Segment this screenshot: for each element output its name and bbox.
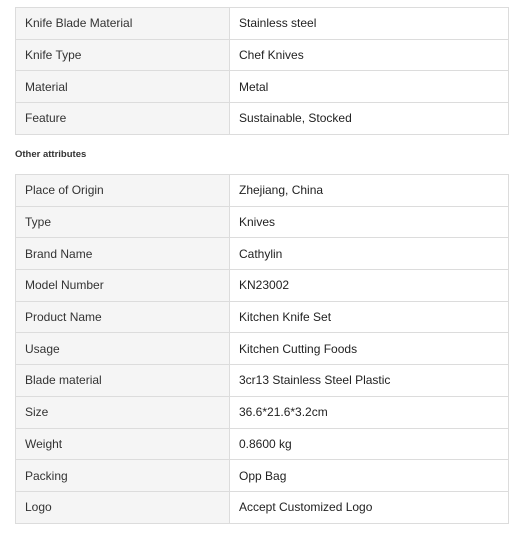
attribute-name: Packing <box>16 460 230 492</box>
table-row <box>16 460 509 492</box>
attribute-value: 36.6*21.6*3.2cm <box>230 396 509 428</box>
attribute-name: Material <box>16 71 230 103</box>
attribute-value: 3cr13 Stainless Steel Plastic <box>230 365 509 397</box>
attribute-value: Knives <box>230 206 509 238</box>
table-row <box>16 396 509 428</box>
attribute-name: Size <box>16 396 230 428</box>
attribute-name: Type <box>16 206 230 238</box>
attribute-name: Model Number <box>16 270 230 302</box>
table-row <box>16 8 509 40</box>
attribute-value: Metal <box>230 71 509 103</box>
attribute-name: Feature <box>16 103 230 135</box>
key-attributes-table <box>15 7 509 135</box>
attribute-name: Place of Origin <box>16 175 230 207</box>
table-row <box>16 175 509 207</box>
table-row <box>16 238 509 270</box>
attribute-name: Product Name <box>16 301 230 333</box>
attribute-value: Kitchen Cutting Foods <box>230 333 509 365</box>
attribute-value: Chef Knives <box>230 39 509 71</box>
table-row <box>16 39 509 71</box>
attribute-name: Usage <box>16 333 230 365</box>
attribute-value: 0.8600 kg <box>230 428 509 460</box>
table-row <box>16 365 509 397</box>
attribute-value: Cathylin <box>230 238 509 270</box>
attribute-value: KN23002 <box>230 270 509 302</box>
other-attributes-heading: Other attributes <box>15 149 87 160</box>
attribute-name: Blade material <box>16 365 230 397</box>
table-row <box>16 301 509 333</box>
table-row <box>16 270 509 302</box>
attribute-value: Stainless steel <box>230 8 509 40</box>
other-attributes-table <box>15 174 509 524</box>
attribute-name: Logo <box>16 491 230 523</box>
attribute-value: Opp Bag <box>230 460 509 492</box>
table-row <box>16 103 509 135</box>
table-row <box>16 206 509 238</box>
attribute-name: Knife Blade Material <box>16 8 230 40</box>
table-row <box>16 333 509 365</box>
table-row <box>16 71 509 103</box>
attribute-value: Sustainable, Stocked <box>230 103 509 135</box>
attribute-value: Zhejiang, China <box>230 175 509 207</box>
table-row <box>16 491 509 523</box>
table-row <box>16 428 509 460</box>
attribute-name: Knife Type <box>16 39 230 71</box>
attribute-value: Kitchen Knife Set <box>230 301 509 333</box>
attribute-value: Accept Customized Logo <box>230 491 509 523</box>
attribute-name: Brand Name <box>16 238 230 270</box>
attribute-name: Weight <box>16 428 230 460</box>
